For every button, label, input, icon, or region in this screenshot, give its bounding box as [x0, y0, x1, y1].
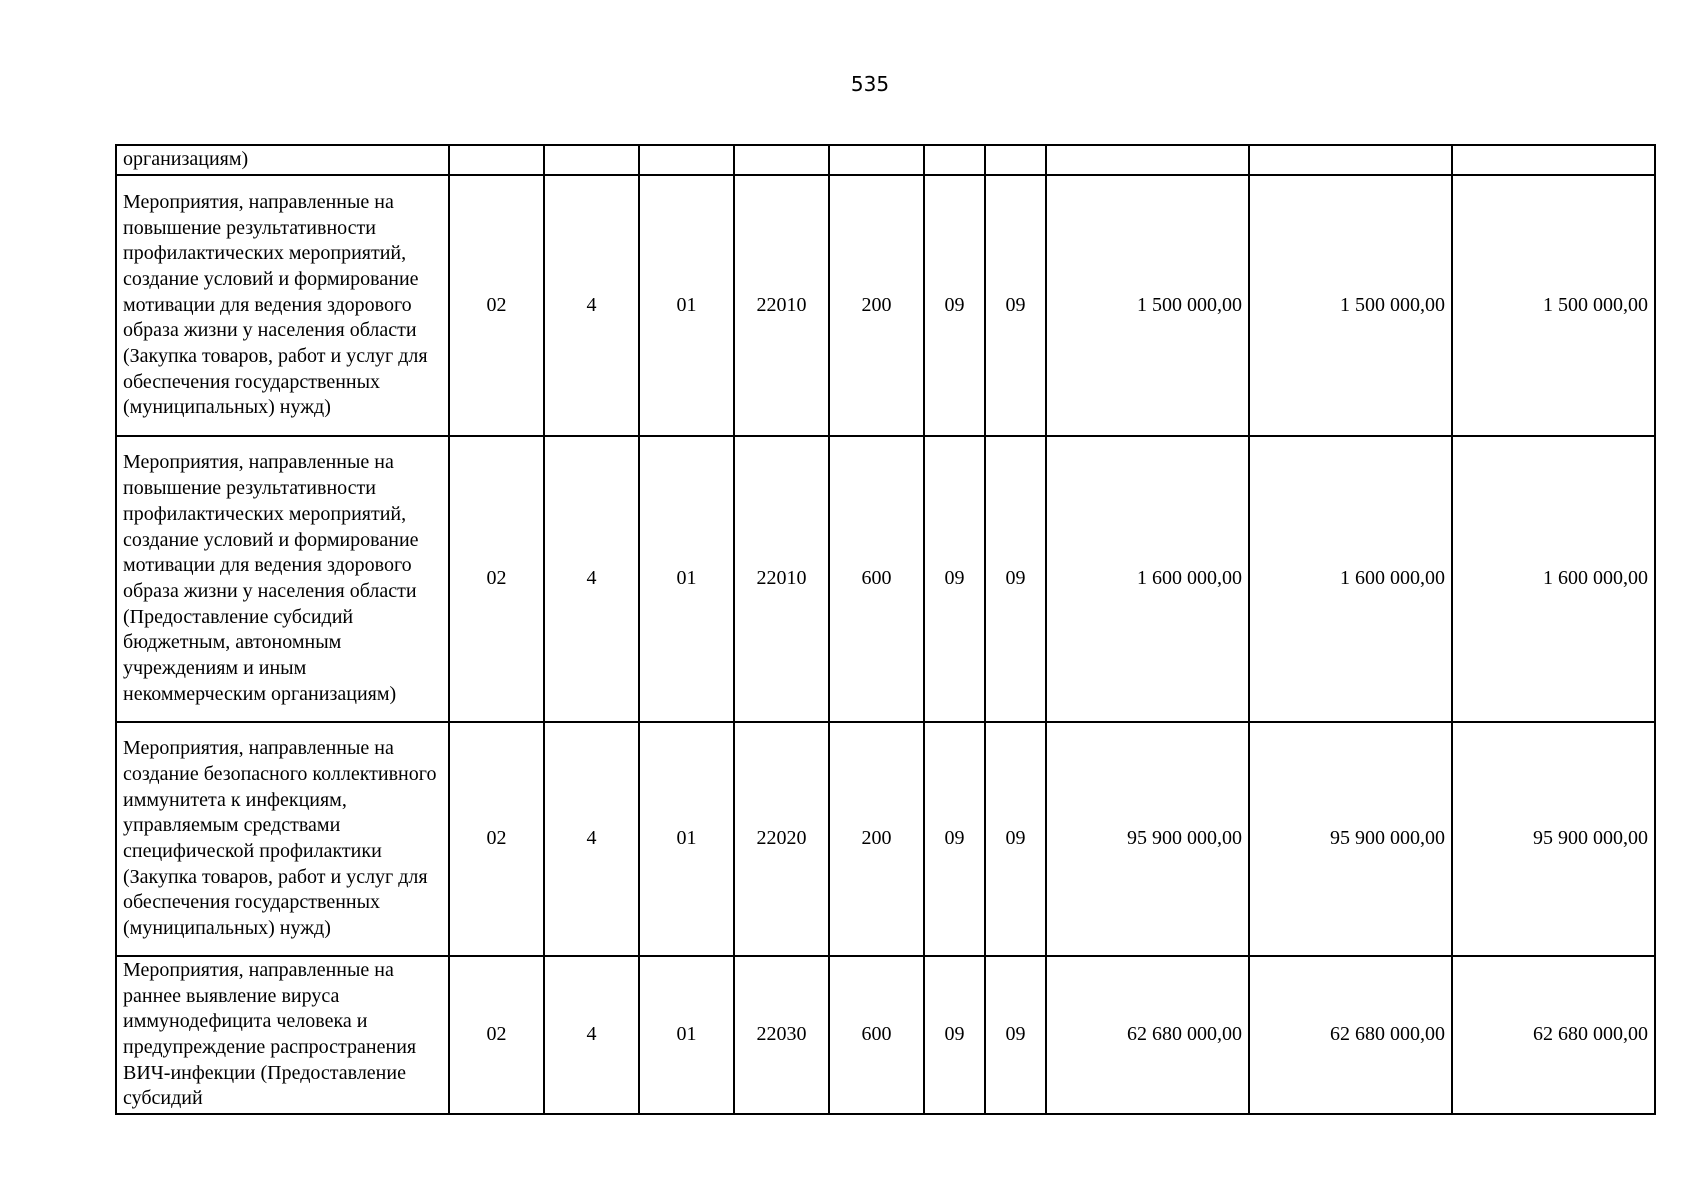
amount-cell: 1 600 000,00 [1452, 436, 1655, 722]
main-event-code-cell: 01 [639, 722, 734, 956]
budget-table [115, 144, 1656, 1115]
table-row [116, 145, 1655, 175]
main-event-code-cell: 01 [639, 436, 734, 722]
amount-cell [1046, 145, 1249, 175]
direction-code-cell: 22010 [734, 175, 829, 436]
amount-cell: 1 500 000,00 [1046, 175, 1249, 436]
main-event-code-cell: 01 [639, 956, 734, 1114]
row-name: Мероприятия, направленные на повышение результативности профилактических мероприятий, создание условий и формирование мотивации для ведения здорового образа жизни у населения области (Предоставление субсидий бюджетным, автономным учреждениям и иным некоммерческим организациям) [116, 436, 449, 722]
main-event-code-cell [639, 145, 734, 175]
amount-cell: 1 500 000,00 [1249, 175, 1452, 436]
program-code-cell [449, 145, 544, 175]
program-code-cell: 02 [449, 175, 544, 436]
amount-cell: 95 900 000,00 [1452, 722, 1655, 956]
main-event-code-cell: 01 [639, 175, 734, 436]
direction-code-cell: 22010 [734, 436, 829, 722]
row-name: Мероприятия, направленные на повышение результативности профилактических мероприятий, создание условий и формирование мотивации для ведения здорового образа жизни у населения области (Закупка товаров, работ и услуг для обеспечения государственных (муниципальных) нужд) [116, 175, 449, 436]
section-cell: 09 [924, 956, 985, 1114]
subsection-cell [985, 145, 1046, 175]
table-row [116, 175, 1655, 436]
amount-cell: 95 900 000,00 [1046, 722, 1249, 956]
section-cell [924, 145, 985, 175]
subprogram-code-cell: 4 [544, 175, 639, 436]
amount-cell: 62 680 000,00 [1046, 956, 1249, 1114]
section-cell: 09 [924, 436, 985, 722]
expense-type-cell [829, 145, 924, 175]
direction-code-cell: 22020 [734, 722, 829, 956]
section-cell: 09 [924, 175, 985, 436]
expense-type-cell: 600 [829, 436, 924, 722]
amount-cell: 62 680 000,00 [1249, 956, 1452, 1114]
page-number: 535 [850, 72, 890, 96]
expense-type-cell: 600 [829, 956, 924, 1114]
amount-cell: 62 680 000,00 [1452, 956, 1655, 1114]
amount-cell: 95 900 000,00 [1249, 722, 1452, 956]
program-code-cell: 02 [449, 956, 544, 1114]
table-row [116, 436, 1655, 722]
expense-type-cell: 200 [829, 175, 924, 436]
subsection-cell: 09 [985, 436, 1046, 722]
table-row [116, 722, 1655, 956]
amount-cell: 1 600 000,00 [1046, 436, 1249, 722]
amount-cell [1249, 145, 1452, 175]
amount-cell: 1 500 000,00 [1452, 175, 1655, 436]
subprogram-code-cell: 4 [544, 436, 639, 722]
row-name: Мероприятия, направленные на раннее выявление вируса иммунодефицита человека и предупреждение распространения ВИЧ-инфекции (Предоставление субсидий [116, 956, 449, 1114]
direction-code-cell: 22030 [734, 956, 829, 1114]
subsection-cell: 09 [985, 175, 1046, 436]
row-name: организациям) [116, 145, 449, 175]
direction-code-cell [734, 145, 829, 175]
program-code-cell: 02 [449, 436, 544, 722]
expense-type-cell: 200 [829, 722, 924, 956]
subprogram-code-cell [544, 145, 639, 175]
subsection-cell: 09 [985, 956, 1046, 1114]
subprogram-code-cell: 4 [544, 722, 639, 956]
table-row [116, 956, 1655, 1114]
amount-cell: 1 600 000,00 [1249, 436, 1452, 722]
row-name: Мероприятия, направленные на создание безопасного коллективного иммунитета к инфекциям, управляемым средствами специфической профилактики (Закупка товаров, работ и услуг для обеспечения государственных (муниципальных) нужд) [116, 722, 449, 956]
subsection-cell: 09 [985, 722, 1046, 956]
subprogram-code-cell: 4 [544, 956, 639, 1114]
section-cell: 09 [924, 722, 985, 956]
amount-cell [1452, 145, 1655, 175]
program-code-cell: 02 [449, 722, 544, 956]
